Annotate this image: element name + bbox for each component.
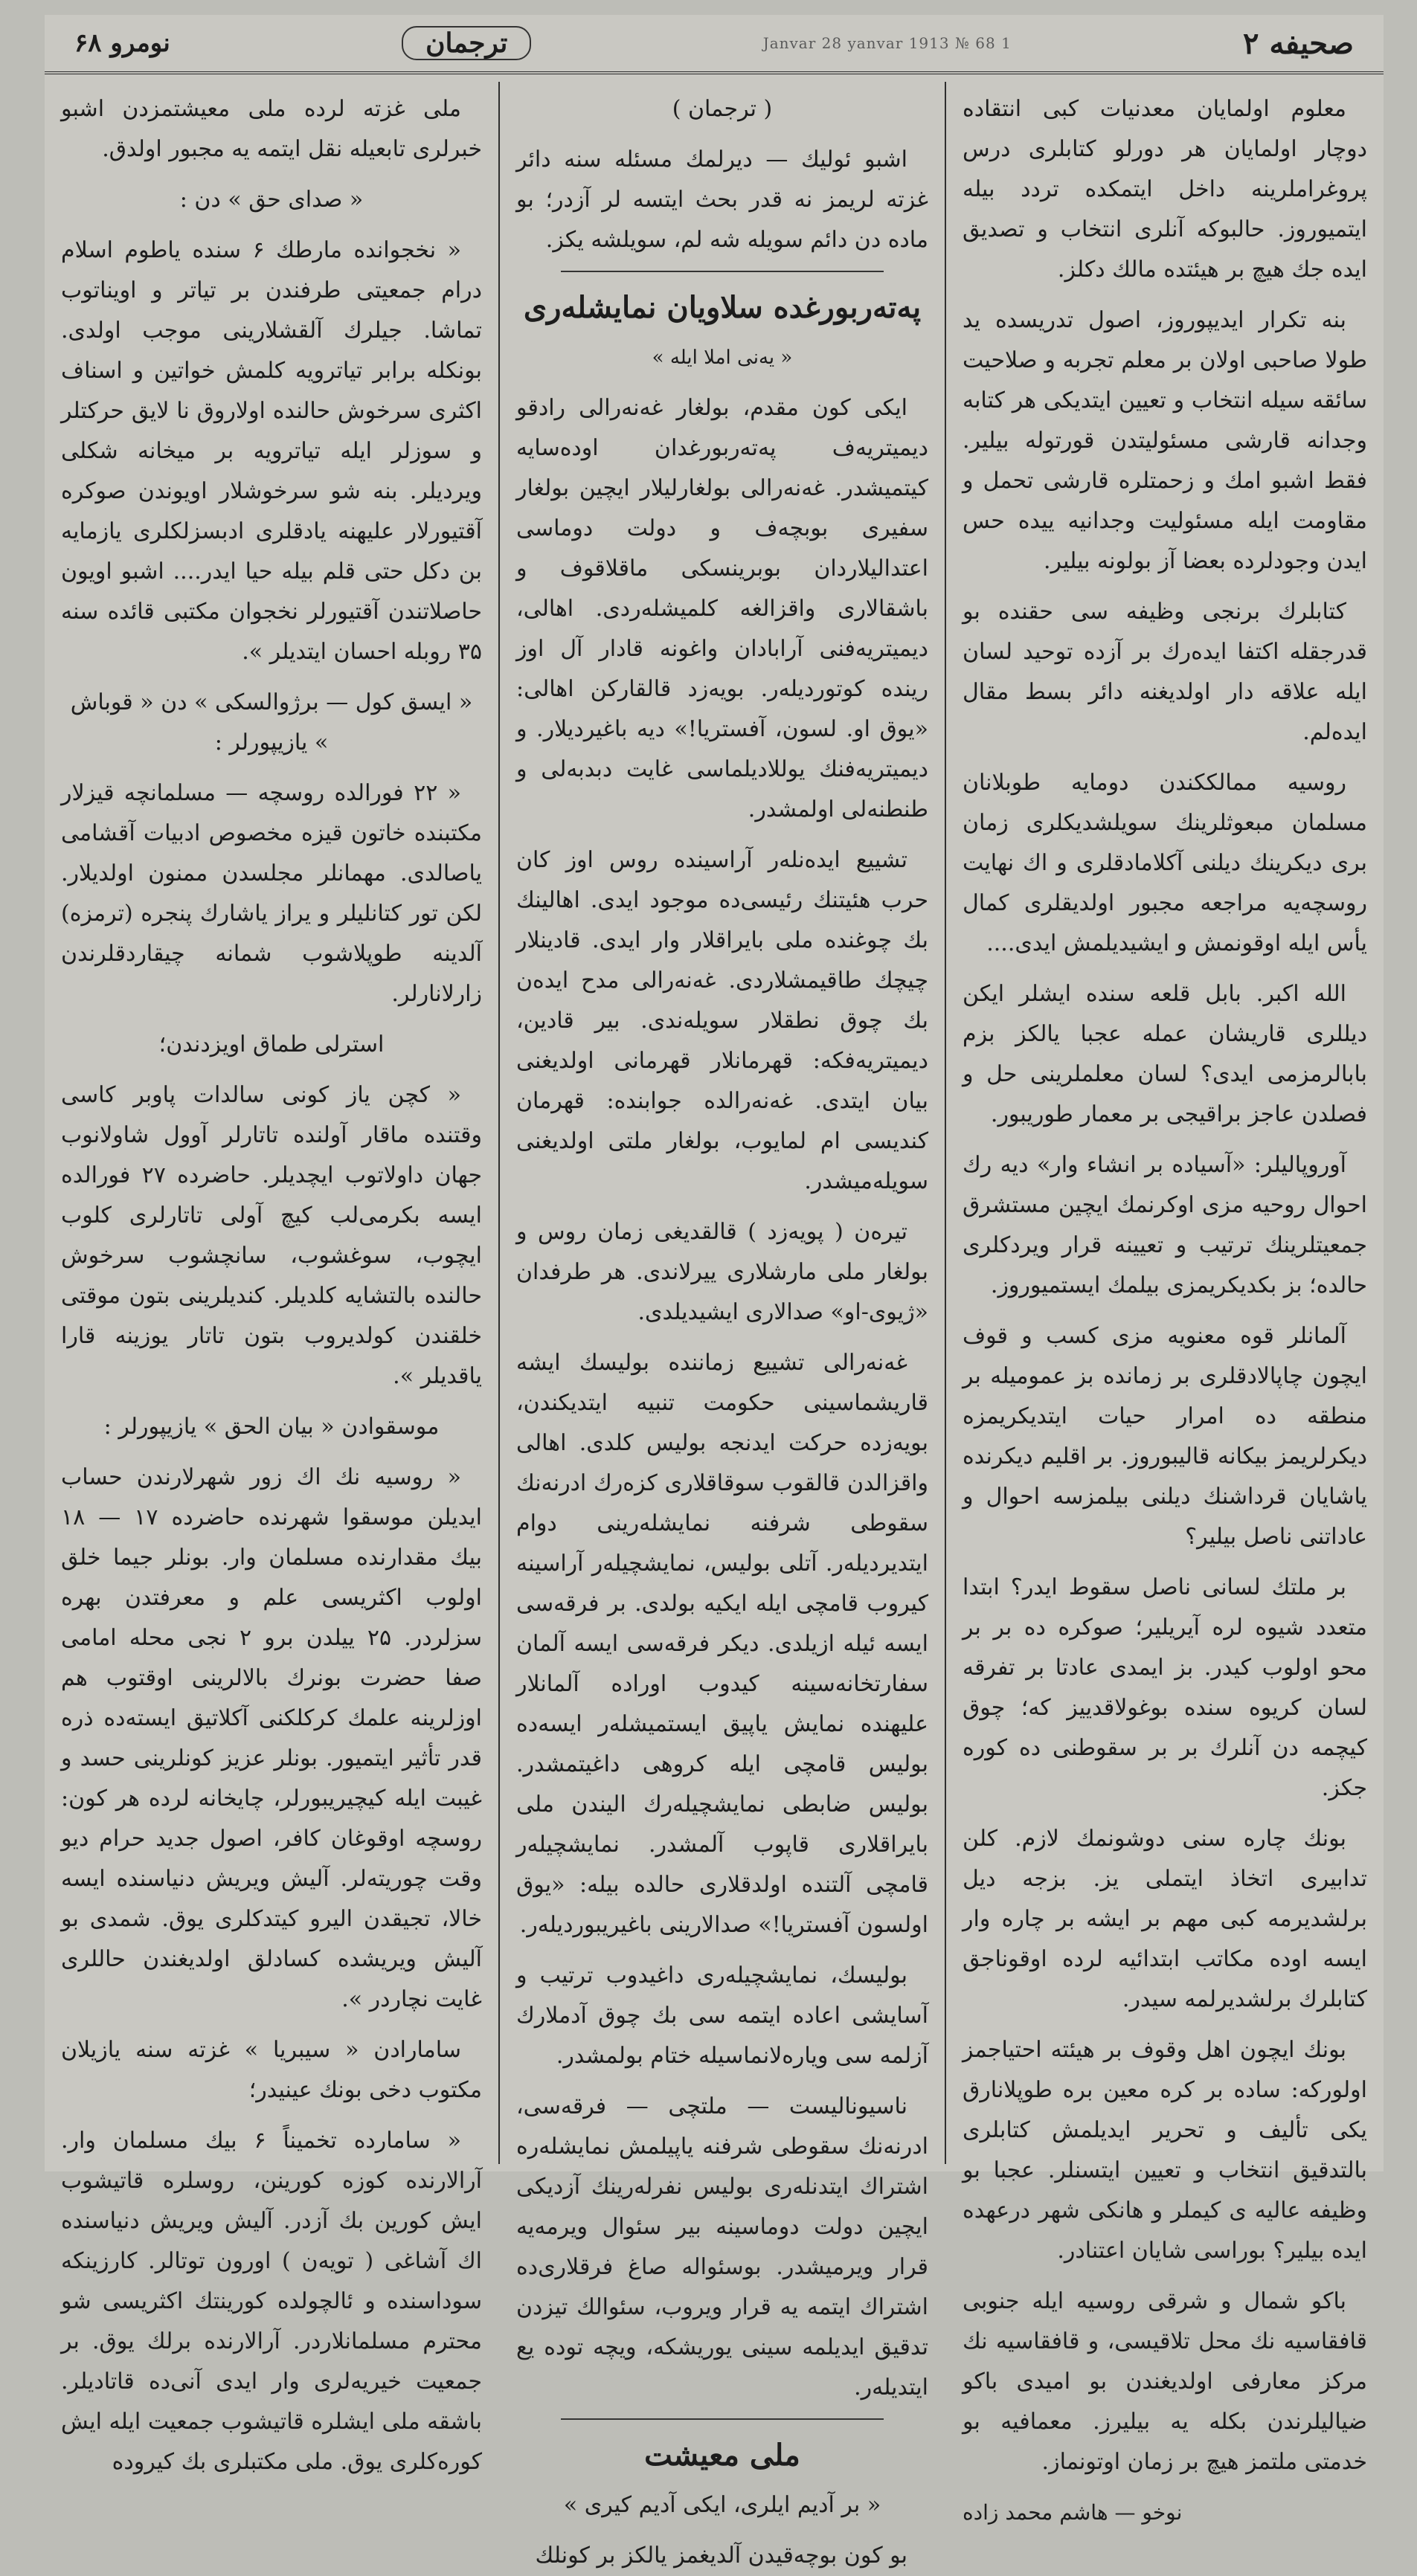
- masthead: [45, 15, 1384, 74]
- paragraph: سامارادن « سیبریا » غزته سنه یازیلان مکتوب دخی بونك عینیدر؛: [61, 2037, 482, 2103]
- newspaper-title: ترجمان: [402, 26, 531, 60]
- divider: [561, 271, 884, 272]
- source-label: « صدای حق » دن :: [179, 187, 364, 213]
- paragraph: تشییع ایدەنلەر آراسینده روس اوز کان حرب هئیتنك رئیسی‌ده موجود ایدی. اهالینك بك چوغنده ملی بایراقلار وار ایدی. قادینلار چیچك طاقیمشلاردی. غەنەرالی مدح ایدەن بك چوق نطقلار سویلەندی. بیر قادین، دیمیتریەفكه: قهرمانلار قهرمانی اولدیغنی بیان ایتدی. غەنەرالده جوابنده: قهرمان کندیسی ام لمایوب، بولغار ملتی اولدیغنی سویلەمیشدر.: [516, 847, 928, 1194]
- source-label: استرلی طماق اویزدندن؛: [158, 1031, 385, 1057]
- paragraph: الله اکبر. بابل قلعه سنده ایشلر ایکن دیللری قاریشان عمله عجبا یالکز بزم بابالرمزمی ایدی؟ لسان معلملرینی حل و فصلدن عاجز براقیجی بر معمار طوریبور.: [963, 981, 1367, 1127]
- editorial-label: ( ترجمان ): [672, 96, 773, 122]
- paragraph: روسیه ممالککندن دومایه طوبلانان مسلمان مبعوثلرینك سویلشدیکلری زمان بری دیکرینك دیلنی آکلامادقلری و اك نهایت روسچەیه مراجعه مجبور اولدیقلری کمال یأس ایله اوقونمش و ایشیدیلمش ایدی....: [963, 770, 1367, 956]
- paragraph: « ۲۲ فورالده روسچه — مسلمانچه قیزلار مکتبنده خاتون قیزه مخصوص ادبیات آقشامی یاصالدی. مهمانلر مجلسدن ممنون اولدیلار. لکن تور کتانلیلر و یراز یاشارك پنجره (ترمزه) آلدینه طوپلاشوب شمانه چیقاردقلرندن زارلانارلر.: [61, 780, 482, 1007]
- divider: [561, 2418, 884, 2420]
- paragraph: « روسیه نك اك زور شهرلارندن حساب ایدیلن موسقوا شهرنده حاضرده ۱۷ — ۱۸ بیك مقدارنده مسلمان وار. بونلر جیما خلق اولوب اکثریسی علم و معرفتدن بهره سزلردر. ۲۵ ییلدن برو ۲ نجی محله امامی صفا حضرت بونرك بالالرینی اوقتوب هم اوزلرینه علمك کرکلکنی آکلاتیق ایسته‌ده ذره قدر تأثیر ایتمیور. بونلر عزیز کونلرینی حسد و غیبت ایله کیچیریبورلر، چایخانه لرده هر کون: روسچه اوقوغان کافر، اصول جدید حرام دیو وقت چوریتەلر. آلیش ویریش دنیاسنده ایسه خالا، تجیقدن الیرو کیتدکلری یوق. شمدی بو آلیش ویریشده کسادلق اولدیغندن حاللری غایت نچاردر ».: [61, 1464, 482, 2012]
- article-title: پەتەربورغده سلاویان نمایشلەری: [523, 290, 922, 325]
- paragraph: کتابلرك برنجی وظیفه سی حقنده بو قدرجقله اکتفا ایدەرك بر آزده توحید لسان ایله علاقه دار اولدیغنه دائر بسط مقال ایدەلم.: [963, 599, 1367, 745]
- paragraph: تیرەن ( پویەزد ) قالقدیغی زمان روس و بولغار ملی مارشلاری ییرلاندی. هر طرفدان «ژیوی-او» صدالاری ایشیدیلدی.: [516, 1219, 928, 1325]
- paragraph: باکو شمال و شرقی روسیه ایله جنوبی قافقاسیه نك محل تلاقیسی، و قافقاسیه نك مرکز معارفی اولدیغندن بو امیدی باکو ضیالیلرندن بکله یه بیلیرز. معمافیه بو خدمتی ملتمز هیچ بر زمان اوتونماز.: [963, 2288, 1367, 2475]
- source-label: موسقوادن « بیان الحق » یازیپورلر :: [103, 1414, 440, 1440]
- issue-number: نومرو ۶۸: [74, 28, 170, 58]
- paragraph: آلمانلر قوه معنویه مزی کسب و قوف ایچون چاپالادقلری بر زمانده بز عمومیله بر منطقه ده امرار حیات ایتدیکریمزه دیکرلریمز بیکانه قالیبوروز. بر اقلیم دیکرنده یاشایان قرداشنك دیلنی بیلمزسه احوال و عاداتنی ناصل بیلیر؟: [963, 1323, 1367, 1550]
- editorial-note: اشبو ئولیك — دیرلمك مسئله سنه دائر غزته لریمز نه قدر بحث ایتسه لر آزدر؛ بو ماده دن دائم سویله شه لم، سویلشه یکز.: [516, 146, 928, 253]
- paragraph: معلوم اولمایان معدنیات کبی انتقاده دوچار اولمایان هر دورلو کتابلری درس پروغراملرینه داخل ایتمکده تردد بیله ایتمیوروز. حالبوکه آنلری انتخاب و تصدیق ایده جك هیچ بر هیئتده مالك دکلز.: [963, 96, 1367, 283]
- section-epigraph: « بر آدیم ایلری، ایکی آدیم کیری »: [563, 2492, 881, 2518]
- paragraph: آوروپالیلر: «آسیاده بر انشاء وار» دیه رك احوال روحیه مزی اوکرنمك ایچین مستشرق جمعیتلرینك ترتیب و تعیینه قرار ویردکلری حالده؛ بز بکدیکریمزی بیلمك ایستمیوروز.: [963, 1152, 1367, 1298]
- masthead-dates: 1 Janvar 28 yanvar 1913 № 68: [762, 34, 1012, 52]
- article-subtitle: « یەنی املا ایله »: [652, 347, 793, 369]
- paragraph: « سامارده تخمیناً ۶ بیك مسلمان وار. آرالارنده کوزه کورینن، روسلره قاتیشوب ایش کورین بك آزدر. آلیش ویریش دنیاسنده اك آشاغی ( تویەن ) اورون توتالر. کارزینکه سوداسنده و ئالچولده کورینتك اکثریسی شو محترم مسلمانلاردر. آرالارنده برلك یوق. بر جمعیت خیریه‌لری وار ایدی آنی‌ده قاتادیلر. باشقه ملی ایشلره قاتیشوب جمعیت ایله ایش کورەکلری یوق. ملی مکتبلری بك کیروده: [61, 2128, 482, 2475]
- paragraph: بونك چاره سنی دوشونمك لازم. کلن تدابیری اتخاذ ایتملی یز. بزجه دیل برلشدیرمه کبی مهم بر ایشه بر چاره وار ایسه اوده مکاتب ابتدائیه لرده اوقوناجق کتابلرك برلشدیرلمه سیدر.: [963, 1826, 1367, 2012]
- paragraph: بر ملتك لسانی ناصل سقوط ایدر؟ ابتدا متعدد شیوه لره آیریلیر؛ صوکره ده بر بر محو اولوب کیدر. بز ایمدی عادتا بر تفرقه لسان کریوه سنده بوغولاقدییز که؛ چوق کیچمه دن آنلرك بر بر سقوطنی ده کوره جکز.: [963, 1574, 1367, 1801]
- paragraph: بولیسك، نمایشچیلەری داغیدوب ترتیب و آسایشی اعاده ایتمه سی بك چوق آدملارك آزلمه سی ویارەلانماسیله ختام بولمشدر.: [516, 1962, 928, 2069]
- source-label: « ایسق کول — برژوالسکی » دن « قوباش » یازیپورلر :: [70, 689, 473, 756]
- author-signature: نوخو — هاشم محمد زاده: [963, 2500, 1183, 2525]
- paragraph: ناسیونالیست — ملتچی — فرقەسی، ادرنەنك سقوطی شرفنه یاپیلمش نمایشلەره اشتراك ایتدنلەری بولیس نفرلەرینك آزدیکی ایچین دولت دوماسینه بیر سئوال ویرمەیه قرار ویرمیشدر. بوسئواله صاغ فرقلاری‌ده اشتراك ایتمه یه قرار ویروب، سئوالك تیزدن تدقیق ایدیلمه سینی یوریشکه، ویچه توده یع ایتدیلەر.: [516, 2093, 928, 2400]
- paragraph: بنه تکرار ایدیپوروز، اصول تدریسده ید طولا صاحبی اولان بر معلم تجربه و صلاحیت سائقه سیله انتخاب و تعیین ایتدیکی هر کتابه وجدانه قارشی مسئولیتدن قورتوله بیلیر. فقط اشبو امك و زحمتلره قارشی تحمل و مقاومت ایله مسئولیت وجدانیه ییده حس ایدن وجودلرده بعضا آز بولونه بیلیر.: [963, 307, 1367, 574]
- page-label: صحیفه ۲: [1243, 25, 1354, 61]
- paragraph: « نخجوانده مارطك ۶ سنده یاطوم اسلام درام جمعیتی طرفندن بر تیاتر و اویناتوب تماشا. جیلرك آلقشلارینی موجب اولدی. بونکله برابر تیاترویه کلمش خواتین و اسناف اکثری سرخوش حالنده اولاروق نا لایق حرکتلر و سوزلر ایله تیاترویه بر میخانه شکلی ویردیلر. بنه شو سرخوشلار اویوندن صوکره آقتیورلار علیهنه یادقلری ادبسزلکلری یازمایه بن دکل حتی قلم بیله حیا ایدر.... اشبو اویون حاصلاتندن آقتیورلر نخجوان مکتبی قائده سنه ۳۵ روبله احسان ایتدیلر ».: [61, 237, 482, 665]
- paragraph: بونك ایچون اهل وقوف بر هیئته احتیاجمز اولورکه: ساده بر کره معین بره طوپلانارق یکی تألیف و تحریر ایدیلمش کتابلری بالتدقیق انتخاب و تعیین ایتسنلر. عجبا بو وظیفه عالیه ی کیملر و هانکی شهر درعهده ایده بیلیر؟ بوراسی شایان اعتنادر.: [963, 2037, 1367, 2264]
- columns: [45, 82, 1384, 2569]
- paragraph: بو کون بوچەقیدن آلدیغمز یالکز بر کونلك: [535, 2543, 907, 2569]
- section-title: ملی معیشت: [644, 2438, 800, 2473]
- column-right: [945, 82, 1384, 2525]
- column-left: [45, 82, 498, 2475]
- paragraph: ملی غزته لرده ملی معیشتمزدن اشبو خبرلری تابعیله نقل ایتمه یه مجبور اولدق.: [61, 96, 482, 162]
- paragraph: غەنەرالی تشییع زماننده بولیسك ایشه قاریشماسینی حکومت تنبیه ایتدیکندن، بویەزده حرکت ایدنجه بولیس کلدی. اهالی واقزالدن قالقوب سوقاقلاری کزەرك ادرنەنك سقوطی شرفنه نمایشلەرینی دوام ایتدیردیلەر. آتلی بولیس، نمایشچیلەر آراسینه کیروب قامچی ایله ایکیه بولدی. بر فرقەسی ایسه ئیله ازیلدی. دیکر فرقەسی ایسه آلمان سفارتخانەسینه کیدوب اوراده آلمانلار علیهنده نمایش یاپیق ایستمیشلەر ایسەده بولیس قامچی ایله کروهی داغیتمشدر. بولیس ضابطی نمایشچیلەرك الیندن ملی بایراقلاری قاپوب آلمشدر. نمایشچیلەر قامچی آلتنده اولدقلاری حالده بیله: «یوق اولسون آفستریا!» صدالارینی باغیریبوردیلەر.: [516, 1350, 928, 1938]
- newspaper-page: [45, 15, 1384, 2569]
- column-middle: [498, 82, 945, 2569]
- paragraph: ایکی کون مقدم، بولغار غەنەرالی رادقو دیمیتریەف پەتەربورغدان اودەسایه کیتمیشدر. غەنەرالی بولغارلیلار ایچین بولغار سفیری بوبچەف و دولت دوماسی اعتدالیلاردان بوبرینسکی ماقلاقوف و باشقالاری واقزالغه کلمیشلەردی. اهالی، دیمیتریەفنی آرابادان واغونه قادار آل اوز ریندە کوتوردیلەر. بویەزد قالقارکن اهالی: «یوق او. لسون، آفستریا!» دیه باغیردیلار. و دیمیتریەفنك یوللادیلماسی غایت دبدبەلی و طنطنەلی اولمشدر.: [516, 395, 928, 822]
- paragraph: « کچن یاز کونی سالدات پاوبر کاسی وقتنده ماقار آولنده تاتارلر آوول شاولانوب جهان داولاتوب ایچدیلر. حاضرده ۲۷ فورالده ایسه بکرمی‌لب کیچ آولی تاتارلری کلوب ایچوب، سوغشوب، سانچشوب سرخوش حالنده بالتشایه کلدیلر. کندیلرینی بتون موقتی خلقندن کولدیروب بتون تاتار یوزینه قارا یاقدیلر ».: [61, 1082, 482, 1389]
